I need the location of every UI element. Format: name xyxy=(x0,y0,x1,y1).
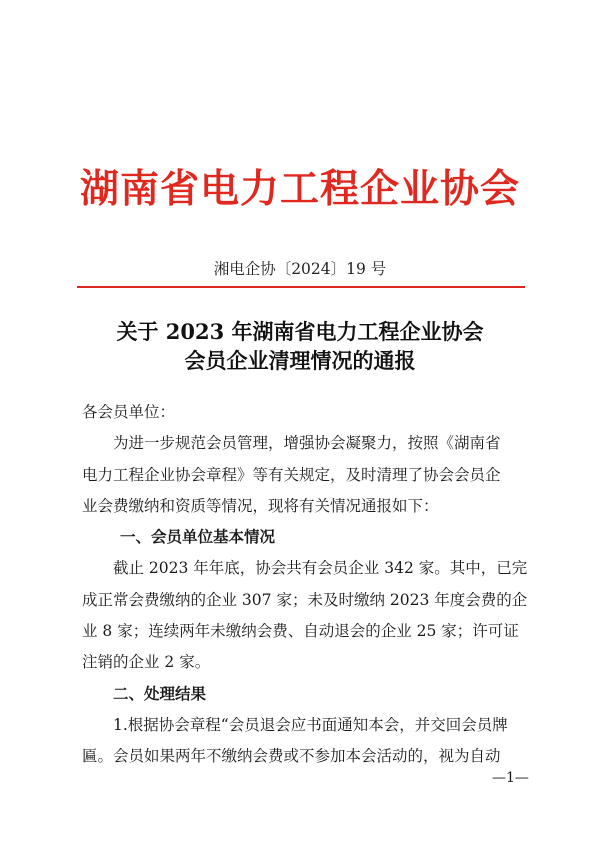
page-number: —1— xyxy=(492,770,529,786)
section-1-heading: 一、会员单位基本情况 xyxy=(120,527,276,546)
salutation: 各会员单位： xyxy=(82,403,176,421)
document-number: 湘电企协〔2024〕19 号 xyxy=(213,260,387,278)
section-2-heading: 二、处理结果 xyxy=(113,684,207,703)
document-title-line-1: 关于 2023 年湖南省电力工程企业协会 xyxy=(116,319,484,344)
organization-title: 湖南省电力工程企业协会 xyxy=(79,166,520,212)
section-1-line: 业 8 家；连续两年未缴纳会费、自动退会的企业 25 家；许可证 xyxy=(82,622,519,640)
section-2-line: 匾。会员如果两年不缴纳会费或不参加本会活动的，视为自动 xyxy=(82,747,501,765)
section-1-line: 截止 2023 年年底，协会共有会员企业 342 家。其中，已完 xyxy=(113,559,528,577)
section-1-line: 注销的企业 2 家。 xyxy=(82,653,211,671)
document-title-line-2: 会员企业清理情况的通报 xyxy=(184,348,416,373)
section-1-line: 成正常会费缴纳的企业 307 家；未及时缴纳 2023 年度会费的企 xyxy=(82,591,528,609)
section-2-line: 1.根据协会章程“会员退会应书面通知本会，并交回会员牌 xyxy=(113,716,508,734)
red-divider-line xyxy=(77,286,525,288)
intro-line: 电力工程企业协会章程》等有关规定，及时清理了协会会员企 xyxy=(82,466,501,484)
intro-line: 为进一步规范会员管理，增强协会凝聚力，按照《湖南省 xyxy=(113,434,501,452)
intro-line: 业会费缴纳和资质等情况，现将有关情况通报如下： xyxy=(82,497,439,515)
